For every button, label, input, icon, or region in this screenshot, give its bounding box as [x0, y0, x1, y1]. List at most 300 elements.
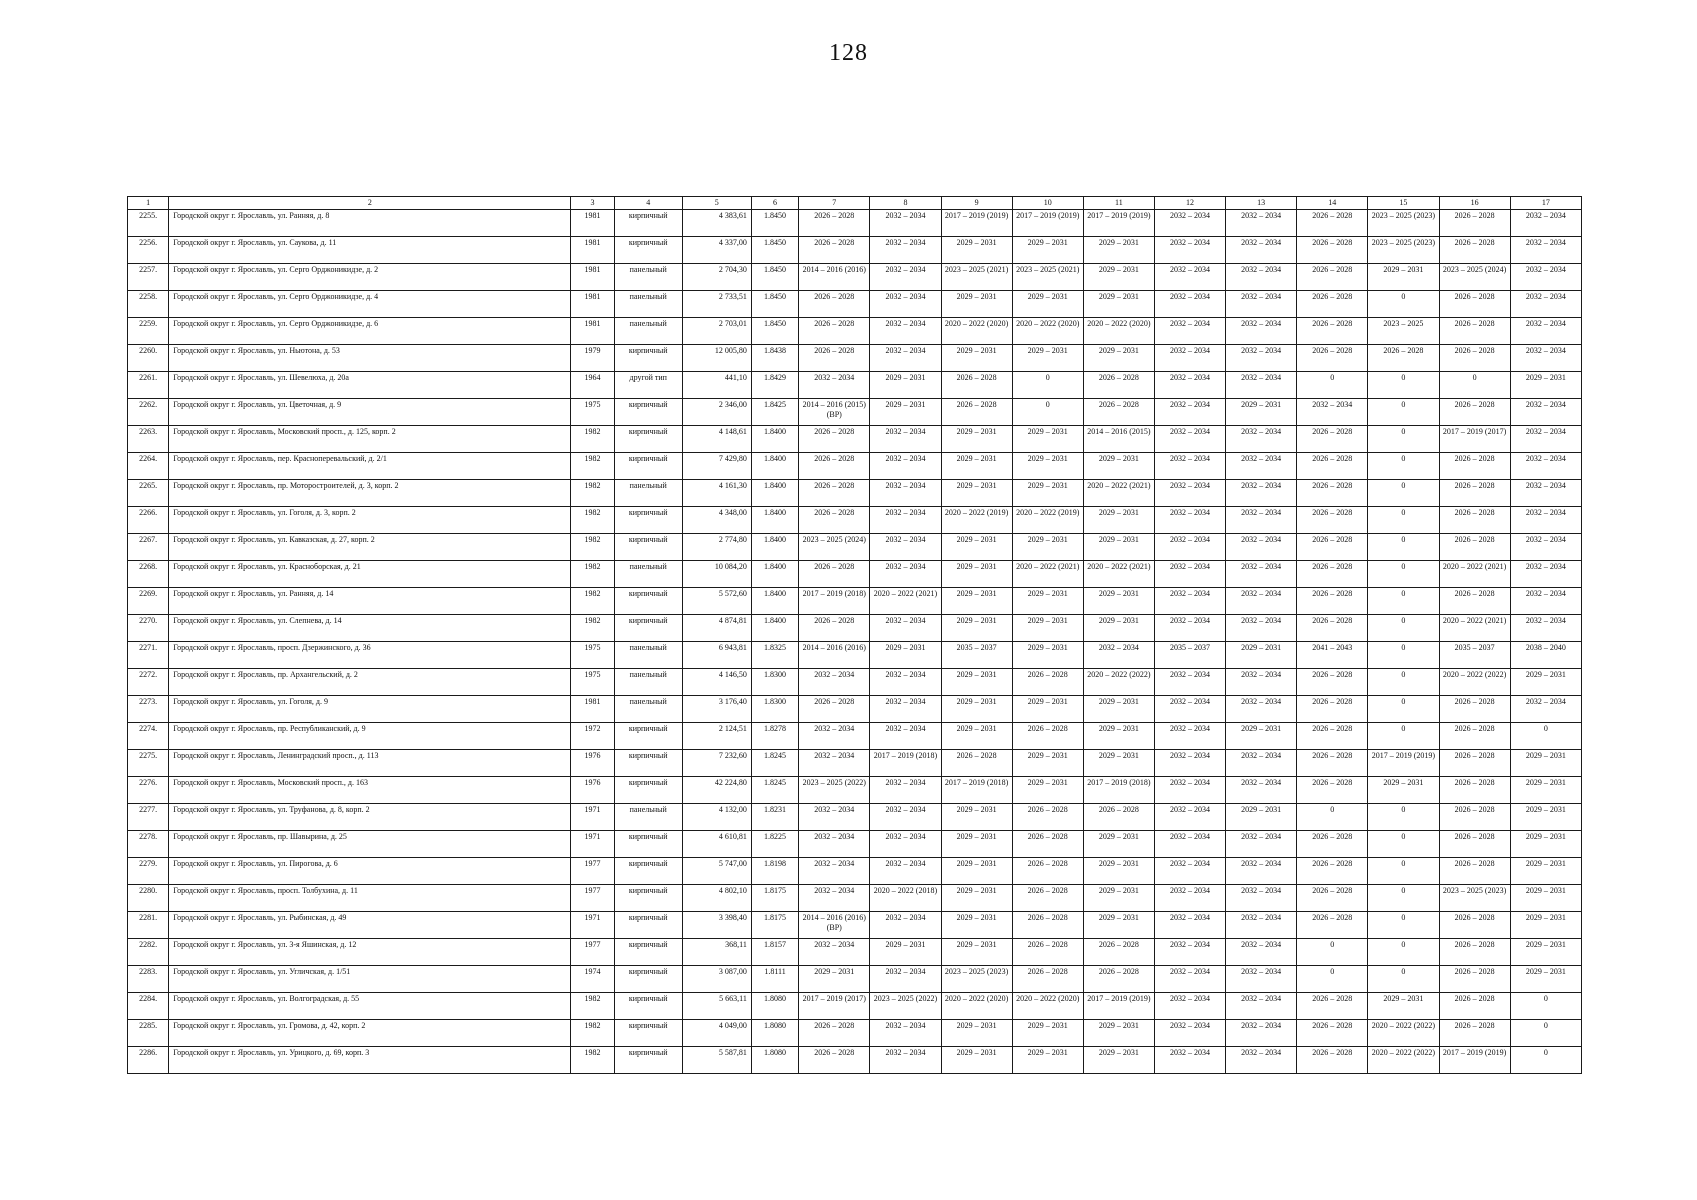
column-number-cell: 5: [682, 197, 751, 210]
column-number-cell: 6: [751, 197, 798, 210]
table-cell: 12 005,80: [682, 345, 751, 372]
row-number-cell: 2286.: [128, 1047, 169, 1074]
table-cell: 2026 – 2028: [1012, 804, 1083, 831]
table-cell: 2032 – 2034: [1154, 777, 1225, 804]
table-cell: 2020 – 2022 (2019): [941, 507, 1012, 534]
table-cell: 2032 – 2034: [1226, 426, 1297, 453]
table-cell: 2032 – 2034: [1154, 399, 1225, 426]
table-cell: 2029 – 2031: [1083, 291, 1154, 318]
table-cell: 2026 – 2028: [1012, 966, 1083, 993]
table-cell: 1.8231: [751, 804, 798, 831]
table-cell: 1975: [571, 642, 614, 669]
table-cell: 2029 – 2031: [941, 1020, 1012, 1047]
table-cell: 2029 – 2031: [1012, 426, 1083, 453]
table-cell: 2032 – 2034: [1154, 912, 1225, 939]
table-cell: 2026 – 2028: [1083, 399, 1154, 426]
column-number-cell: 2: [169, 197, 571, 210]
table-cell: 2026 – 2028: [1297, 345, 1368, 372]
table-row: [128, 210, 1582, 237]
table-cell: 1971: [571, 831, 614, 858]
table-cell: 2032 – 2034: [870, 237, 941, 264]
table-cell: 1.8438: [751, 345, 798, 372]
table-cell: 2020 – 2022 (2018): [870, 885, 941, 912]
address-cell: Городской округ г. Ярославль, ул. Серго Орджоникидзе, д. 2: [169, 264, 571, 291]
table-cell: 2029 – 2031: [1012, 750, 1083, 777]
table-cell: 2017 – 2019 (2019): [1439, 1047, 1510, 1074]
address-cell: Городской округ г. Ярославль, Ленинградский просп., д. 113: [169, 750, 571, 777]
table-cell: 2029 – 2031: [1012, 615, 1083, 642]
table-cell: 2032 – 2034: [1226, 372, 1297, 399]
table-cell: 1.8400: [751, 534, 798, 561]
table-row: [128, 993, 1582, 1020]
table-cell: 2029 – 2031: [1510, 750, 1581, 777]
table-row: [128, 939, 1582, 966]
table-cell: 2026 – 2028: [1439, 507, 1510, 534]
table-cell: 2032 – 2034: [1226, 264, 1297, 291]
column-number-cell: 10: [1012, 197, 1083, 210]
table-cell: 3 398,40: [682, 912, 751, 939]
table-cell: 2026 – 2028: [1297, 615, 1368, 642]
table-cell: 2026 – 2028: [799, 696, 870, 723]
table-cell: 1971: [571, 804, 614, 831]
row-number-cell: 2262.: [128, 399, 169, 426]
table-cell: панельный: [614, 561, 682, 588]
table-cell: 2032 – 2034: [870, 507, 941, 534]
table-cell: 2032 – 2034: [1226, 210, 1297, 237]
row-number-cell: 2270.: [128, 615, 169, 642]
table-cell: 2026 – 2028: [1439, 912, 1510, 939]
table-cell: 2023 – 2025: [1368, 318, 1439, 345]
row-number-cell: 2269.: [128, 588, 169, 615]
table-cell: 1.8450: [751, 318, 798, 345]
row-number-cell: 2264.: [128, 453, 169, 480]
table-cell: 2032 – 2034: [799, 372, 870, 399]
column-number-cell: 1: [128, 197, 169, 210]
table-cell: 2035 – 2037: [1439, 642, 1510, 669]
table-cell: 2026 – 2028: [799, 480, 870, 507]
table-cell: 2026 – 2028: [1297, 237, 1368, 264]
table-cell: 2032 – 2034: [1226, 669, 1297, 696]
table-cell: 1.8198: [751, 858, 798, 885]
table-cell: 1.8300: [751, 696, 798, 723]
table-cell: 2026 – 2028: [1297, 291, 1368, 318]
table-cell: 2032 – 2034: [1154, 507, 1225, 534]
table-cell: 2032 – 2034: [799, 804, 870, 831]
address-cell: Городской округ г. Ярославль, ул. Урицкого, д. 69, корп. 3: [169, 1047, 571, 1074]
table-cell: 1.8157: [751, 939, 798, 966]
table-cell: 1982: [571, 993, 614, 1020]
table-cell: 2029 – 2031: [1510, 669, 1581, 696]
table-cell: 2020 – 2022 (2020): [1012, 318, 1083, 345]
column-number-cell: 12: [1154, 197, 1225, 210]
table-cell: 2026 – 2028: [1297, 993, 1368, 1020]
table-cell: 2029 – 2031: [1083, 885, 1154, 912]
table-cell: 2032 – 2034: [870, 669, 941, 696]
address-cell: Городской округ г. Ярославль, ул. Серго Орджоникидзе, д. 6: [169, 318, 571, 345]
table-cell: 2026 – 2028: [1439, 237, 1510, 264]
table-cell: 0: [1368, 507, 1439, 534]
table-cell: 2014 – 2016 (2016): [799, 264, 870, 291]
table-row: [128, 696, 1582, 723]
table-cell: 441,10: [682, 372, 751, 399]
table-cell: кирпичный: [614, 507, 682, 534]
page-number: 128: [829, 40, 868, 66]
table-cell: 2023 – 2025 (2022): [870, 993, 941, 1020]
address-cell: Городской округ г. Ярославль, просп. Дзержинского, д. 36: [169, 642, 571, 669]
table-cell: 2032 – 2034: [1510, 399, 1581, 426]
table-cell: 2026 – 2028: [1439, 723, 1510, 750]
table-cell: панельный: [614, 318, 682, 345]
table-cell: 2026 – 2028: [1439, 831, 1510, 858]
table-cell: 0: [1368, 939, 1439, 966]
row-number-cell: 2265.: [128, 480, 169, 507]
column-number-cell: 8: [870, 197, 941, 210]
table-cell: 2032 – 2034: [870, 453, 941, 480]
table-cell: 2029 – 2031: [941, 345, 1012, 372]
table-cell: 2029 – 2031: [1510, 831, 1581, 858]
address-cell: Городской округ г. Ярославль, пр. Архангельский, д. 2: [169, 669, 571, 696]
table-cell: панельный: [614, 480, 682, 507]
table-row: [128, 453, 1582, 480]
table-cell: 1.8425: [751, 399, 798, 426]
table-cell: 1.8450: [751, 210, 798, 237]
table-cell: 2026 – 2028: [799, 345, 870, 372]
row-number-cell: 2279.: [128, 858, 169, 885]
table-cell: 2017 – 2019 (2019): [1083, 210, 1154, 237]
table-cell: 1.8450: [751, 264, 798, 291]
table-cell: 2032 – 2034: [1154, 858, 1225, 885]
table-cell: 0: [1368, 831, 1439, 858]
table-cell: 2032 – 2034: [1510, 318, 1581, 345]
table-cell: 1.8225: [751, 831, 798, 858]
table-cell: 2032 – 2034: [870, 912, 941, 939]
table-cell: 2029 – 2031: [1510, 372, 1581, 399]
table-cell: 1.8450: [751, 237, 798, 264]
table-cell: 2026 – 2028: [1083, 939, 1154, 966]
table-cell: 4 348,00: [682, 507, 751, 534]
table-cell: 2017 – 2019 (2018): [799, 588, 870, 615]
address-cell: Городской округ г. Ярославль, ул. Серго Орджоникидзе, д. 4: [169, 291, 571, 318]
table-cell: 2026 – 2028: [941, 372, 1012, 399]
table-cell: 2029 – 2031: [1012, 1020, 1083, 1047]
table-cell: 2029 – 2031: [941, 453, 1012, 480]
table-cell: 2029 – 2031: [1510, 885, 1581, 912]
table-cell: 0: [1368, 885, 1439, 912]
table-cell: 2026 – 2028: [1012, 939, 1083, 966]
table-cell: 2032 – 2034: [1154, 804, 1225, 831]
table-cell: 2029 – 2031: [1510, 912, 1581, 939]
table-cell: 0: [1368, 291, 1439, 318]
table-cell: 2026 – 2028: [1439, 939, 1510, 966]
table-cell: 2029 – 2031: [1012, 777, 1083, 804]
table-cell: 2032 – 2034: [1154, 696, 1225, 723]
table-cell: 1.8400: [751, 588, 798, 615]
table-row: [128, 1047, 1582, 1074]
table-cell: 2029 – 2031: [1226, 642, 1297, 669]
table-cell: 1.8400: [751, 453, 798, 480]
table-cell: 1982: [571, 534, 614, 561]
table-cell: 2029 – 2031: [1083, 912, 1154, 939]
address-cell: Городской округ г. Ярославль, пр. Моторостроителей, д. 3, корп. 2: [169, 480, 571, 507]
table-cell: кирпичный: [614, 966, 682, 993]
table-cell: 1.8400: [751, 426, 798, 453]
table-cell: 4 161,30: [682, 480, 751, 507]
table-cell: 1977: [571, 939, 614, 966]
table-cell: 2029 – 2031: [1083, 507, 1154, 534]
address-cell: Городской округ г. Ярославль, просп. Толбухина, д. 11: [169, 885, 571, 912]
row-number-cell: 2283.: [128, 966, 169, 993]
table-cell: 2032 – 2034: [799, 858, 870, 885]
table-cell: кирпичный: [614, 750, 682, 777]
row-number-cell: 2263.: [128, 426, 169, 453]
table-cell: 2032 – 2034: [1226, 534, 1297, 561]
table-cell: 2032 – 2034: [1510, 561, 1581, 588]
table-cell: 2032 – 2034: [870, 723, 941, 750]
table-cell: 2026 – 2028: [799, 1047, 870, 1074]
table-cell: 2029 – 2031: [941, 426, 1012, 453]
table-cell: 1977: [571, 885, 614, 912]
table-cell: 2032 – 2034: [1226, 912, 1297, 939]
table-cell: 2020 – 2022 (2021): [1083, 561, 1154, 588]
table-cell: 2029 – 2031: [1083, 723, 1154, 750]
table-cell: 2020 – 2022 (2021): [1012, 561, 1083, 588]
table-cell: 0: [1368, 588, 1439, 615]
table-cell: 0: [1012, 399, 1083, 426]
table-cell: 2020 – 2022 (2020): [1012, 993, 1083, 1020]
table-cell: 0: [1368, 399, 1439, 426]
table-cell: 2032 – 2034: [1226, 237, 1297, 264]
table-cell: 5 747,00: [682, 858, 751, 885]
table-cell: 2032 – 2034: [870, 534, 941, 561]
table-cell: 2032 – 2034: [1154, 885, 1225, 912]
table-cell: 2026 – 2028: [1439, 318, 1510, 345]
table-cell: 2029 – 2031: [941, 723, 1012, 750]
table-cell: 2032 – 2034: [1226, 885, 1297, 912]
address-cell: Городской округ г. Ярославль, ул. Цветочная, д. 9: [169, 399, 571, 426]
table-cell: кирпичный: [614, 426, 682, 453]
table-cell: 2029 – 2031: [1226, 399, 1297, 426]
address-cell: Городской округ г. Ярославль, ул. Шевелюха, д. 20а: [169, 372, 571, 399]
row-number-cell: 2258.: [128, 291, 169, 318]
table-cell: 0: [1510, 1047, 1581, 1074]
capital-repair-schedule-table: [127, 196, 1582, 1074]
table-cell: 1964: [571, 372, 614, 399]
table-cell: кирпичный: [614, 993, 682, 1020]
table-cell: 2026 – 2028: [1297, 858, 1368, 885]
table-cell: 1.8429: [751, 372, 798, 399]
row-number-cell: 2271.: [128, 642, 169, 669]
table-cell: 2032 – 2034: [870, 966, 941, 993]
table-cell: 2023 – 2025 (2021): [941, 264, 1012, 291]
column-number-cell: 16: [1439, 197, 1510, 210]
table-cell: 2029 – 2031: [1510, 777, 1581, 804]
table-cell: 2032 – 2034: [1510, 264, 1581, 291]
table-cell: 2029 – 2031: [1012, 588, 1083, 615]
table-cell: 2032 – 2034: [1226, 291, 1297, 318]
table-cell: 0: [1510, 1020, 1581, 1047]
table-row: [128, 480, 1582, 507]
table-cell: 2026 – 2028: [1439, 858, 1510, 885]
table-cell: 2026 – 2028: [1297, 750, 1368, 777]
table-cell: 2032 – 2034: [1154, 669, 1225, 696]
table-cell: 2032 – 2034: [1154, 291, 1225, 318]
table-cell: 2029 – 2031: [941, 939, 1012, 966]
table-cell: 2032 – 2034: [1154, 588, 1225, 615]
address-cell: Городской округ г. Ярославль, ул. Ранняя, д. 14: [169, 588, 571, 615]
table-cell: 2023 – 2025 (2023): [1368, 210, 1439, 237]
table-cell: 2029 – 2031: [1012, 345, 1083, 372]
table-cell: 4 148,61: [682, 426, 751, 453]
table-row: [128, 237, 1582, 264]
table-cell: 2029 – 2031: [1012, 696, 1083, 723]
table-cell: 2032 – 2034: [799, 723, 870, 750]
address-cell: Городской округ г. Ярославль, ул. Гоголя, д. 3, корп. 2: [169, 507, 571, 534]
table-cell: кирпичный: [614, 777, 682, 804]
table-cell: 4 132,00: [682, 804, 751, 831]
table-cell: 2032 – 2034: [1154, 210, 1225, 237]
table-cell: 2032 – 2034: [799, 831, 870, 858]
table-cell: 2029 – 2031: [941, 669, 1012, 696]
table-cell: 0: [1297, 804, 1368, 831]
table-cell: 2026 – 2028: [1439, 534, 1510, 561]
table-cell: 2029 – 2031: [1012, 1047, 1083, 1074]
table-cell: 2032 – 2034: [870, 345, 941, 372]
address-cell: Городской округ г. Ярославль, ул. Гоголя, д. 9: [169, 696, 571, 723]
table-cell: 1975: [571, 669, 614, 696]
table-cell: 2032 – 2034: [870, 291, 941, 318]
table-cell: 5 587,81: [682, 1047, 751, 1074]
table-cell: 2026 – 2028: [1012, 912, 1083, 939]
table-cell: 2029 – 2031: [941, 831, 1012, 858]
row-number-cell: 2266.: [128, 507, 169, 534]
table-cell: 2029 – 2031: [799, 966, 870, 993]
table-cell: 1975: [571, 399, 614, 426]
row-number-cell: 2275.: [128, 750, 169, 777]
table-cell: 2020 – 2022 (2021): [870, 588, 941, 615]
table-cell: 1.8278: [751, 723, 798, 750]
table-cell: 1982: [571, 453, 614, 480]
row-number-cell: 2285.: [128, 1020, 169, 1047]
table-cell: 2026 – 2028: [799, 1020, 870, 1047]
table-cell: 2 704,30: [682, 264, 751, 291]
address-cell: Городской округ г. Ярославль, Московский просп., д. 163: [169, 777, 571, 804]
table-row: [128, 858, 1582, 885]
address-cell: Городской округ г. Ярославль, ул. 3-я Яшинская, д. 12: [169, 939, 571, 966]
table-cell: кирпичный: [614, 534, 682, 561]
table-cell: 2032 – 2034: [870, 210, 941, 237]
column-number-cell: 14: [1297, 197, 1368, 210]
table-cell: 2029 – 2031: [870, 372, 941, 399]
table-cell: 2029 – 2031: [1012, 453, 1083, 480]
table-cell: 1.8400: [751, 507, 798, 534]
address-cell: Городской округ г. Ярославль, ул. Пирогова, д. 6: [169, 858, 571, 885]
table-cell: 2029 – 2031: [1083, 1047, 1154, 1074]
table-cell: 2032 – 2034: [1510, 291, 1581, 318]
table-cell: 1982: [571, 588, 614, 615]
table-cell: 2026 – 2028: [1439, 993, 1510, 1020]
row-number-cell: 2268.: [128, 561, 169, 588]
table-cell: 2026 – 2028: [1439, 480, 1510, 507]
table-cell: 2 774,80: [682, 534, 751, 561]
table-cell: 2 733,51: [682, 291, 751, 318]
column-number-cell: 3: [571, 197, 614, 210]
table-cell: 2020 – 2022 (2019): [1012, 507, 1083, 534]
table-cell: 2026 – 2028: [1297, 912, 1368, 939]
table-cell: 1982: [571, 561, 614, 588]
table-row: [128, 291, 1582, 318]
table-cell: кирпичный: [614, 237, 682, 264]
table-cell: 2029 – 2031: [1226, 723, 1297, 750]
table-cell: 2026 – 2028: [1012, 723, 1083, 750]
table-cell: 2029 – 2031: [941, 912, 1012, 939]
table-cell: 2017 – 2019 (2018): [870, 750, 941, 777]
address-cell: Городской округ г. Ярославль, ул. Труфанова, д. 8, корп. 2: [169, 804, 571, 831]
table-cell: 2032 – 2034: [1154, 1020, 1225, 1047]
table-cell: 2029 – 2031: [1083, 264, 1154, 291]
table-cell: 2035 – 2037: [1154, 642, 1225, 669]
table-cell: панельный: [614, 291, 682, 318]
row-number-cell: 2278.: [128, 831, 169, 858]
table-cell: 2032 – 2034: [1226, 480, 1297, 507]
table-cell: 1.8400: [751, 615, 798, 642]
table-cell: 2020 – 2022 (2020): [941, 993, 1012, 1020]
address-cell: Городской округ г. Ярославль, ул. Кавказская, д. 27, корп. 2: [169, 534, 571, 561]
table-cell: 2023 – 2025 (2021): [1012, 264, 1083, 291]
table-cell: 5 663,11: [682, 993, 751, 1020]
table-cell: 2032 – 2034: [870, 318, 941, 345]
table-cell: 2035 – 2037: [941, 642, 1012, 669]
column-number-cell: 15: [1368, 197, 1439, 210]
table-cell: 2020 – 2022 (2020): [941, 318, 1012, 345]
table-cell: 2032 – 2034: [1154, 1047, 1225, 1074]
table-cell: 1974: [571, 966, 614, 993]
table-cell: 2029 – 2031: [1368, 777, 1439, 804]
table-cell: 2 703,01: [682, 318, 751, 345]
table-cell: 2017 – 2019 (2019): [1012, 210, 1083, 237]
table-cell: 2029 – 2031: [1012, 534, 1083, 561]
table-cell: 2029 – 2031: [1083, 858, 1154, 885]
table-cell: 2026 – 2028: [1297, 777, 1368, 804]
address-cell: Городской округ г. Ярославль, ул. Волгоградская, д. 55: [169, 993, 571, 1020]
table-row: [128, 507, 1582, 534]
address-cell: Городской округ г. Ярославль, ул. Ранняя, д. 8: [169, 210, 571, 237]
table-cell: 2020 – 2022 (2022): [1368, 1047, 1439, 1074]
table-cell: 2032 – 2034: [1226, 1047, 1297, 1074]
table-row: [128, 912, 1582, 939]
table-cell: 2032 – 2034: [799, 669, 870, 696]
table-cell: 2029 – 2031: [1083, 750, 1154, 777]
table-cell: 2026 – 2028: [799, 318, 870, 345]
table-cell: 2041 – 2043: [1297, 642, 1368, 669]
table-cell: 2026 – 2028: [1297, 723, 1368, 750]
table-cell: 2026 – 2028: [1297, 318, 1368, 345]
table-cell: 2029 – 2031: [941, 858, 1012, 885]
column-number-cell: 17: [1510, 197, 1581, 210]
table-cell: 2020 – 2022 (2021): [1083, 480, 1154, 507]
table-cell: 1982: [571, 615, 614, 642]
table-cell: 2032 – 2034: [1226, 453, 1297, 480]
table-cell: 1.8245: [751, 750, 798, 777]
table-row: [128, 615, 1582, 642]
table-cell: 1981: [571, 318, 614, 345]
table-cell: 2014 – 2016 (2016): [799, 642, 870, 669]
table-cell: кирпичный: [614, 912, 682, 939]
table-cell: 2026 – 2028: [1439, 777, 1510, 804]
row-number-cell: 2260.: [128, 345, 169, 372]
address-cell: Городской округ г. Ярославль, ул. Громова, д. 42, корп. 2: [169, 1020, 571, 1047]
table-cell: 1982: [571, 1020, 614, 1047]
table-cell: 2032 – 2034: [1154, 993, 1225, 1020]
